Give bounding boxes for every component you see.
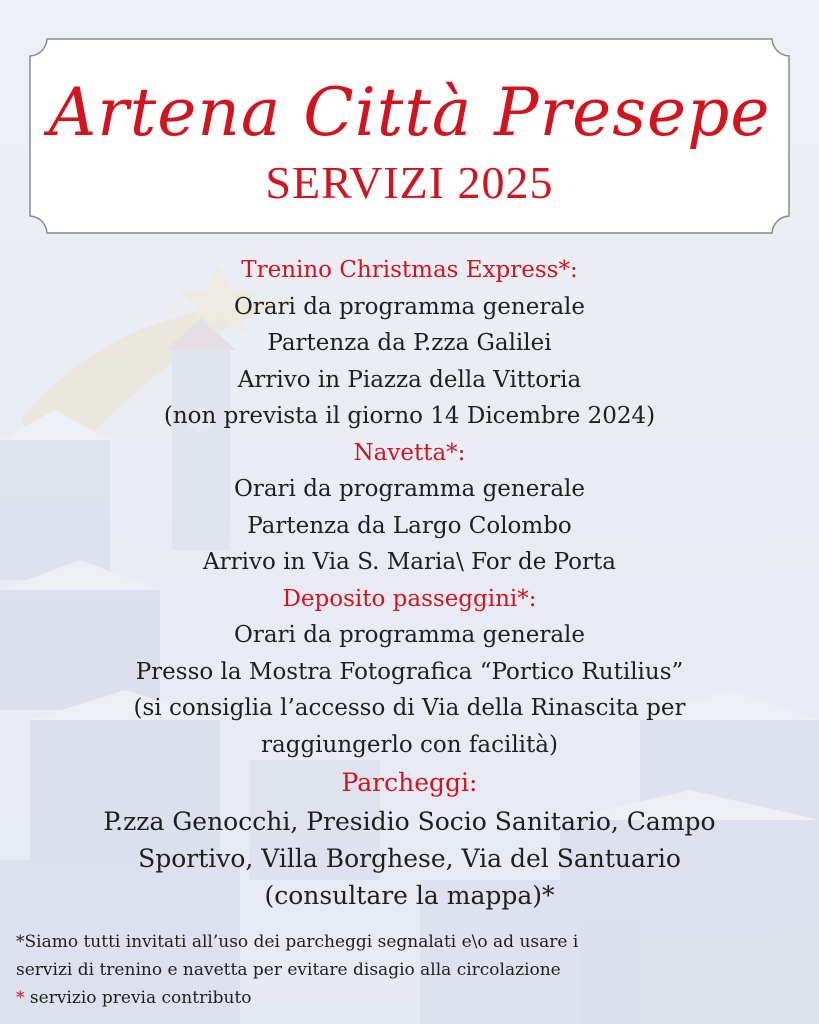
section-line: Partenza da Largo Colombo — [247, 512, 572, 539]
title-box — [29, 38, 790, 234]
section-line: Presso la Mostra Fotografica “Portico Rutilius” — [135, 658, 684, 685]
script-title: Artena Città Presepe — [48, 74, 771, 151]
section-heading: Navetta*: — [353, 439, 466, 466]
section-line: Arrivo in Piazza della Vittoria — [237, 366, 582, 393]
section-line: Arrivo in Via S. Maria\ For de Porta — [203, 549, 616, 575]
section-line: raggiungerlo con facilità) — [261, 731, 558, 758]
section-trenino — [40, 252, 779, 435]
footnote-contribution — [16, 984, 806, 1012]
section-line: P.zza Genocchi, Presidio Socio Sanitario, Campo — [103, 807, 716, 836]
section-line: (si consiglia l’accesso di Via della Rinascita per — [133, 695, 686, 721]
section-navetta — [40, 435, 779, 581]
section-deposito — [40, 581, 779, 764]
footnotes — [16, 928, 806, 1012]
footnote-text: servizio previa contributo — [24, 988, 252, 1008]
section-line: Partenza da P.zza Galilei — [267, 330, 552, 356]
footnote-line: servizi di trenino e navetta per evitare disagio alla circolazione — [16, 960, 561, 980]
section-line: Orari da programma generale — [233, 622, 586, 648]
section-heading: Parcheggi: — [341, 768, 478, 797]
section-line: Orari da programma generale — [233, 476, 586, 502]
section-line: (consultare la mappa)* — [264, 881, 555, 910]
section-line: Orari da programma generale — [233, 293, 586, 320]
section-line: Sportivo, Villa Borghese, Via del Santuario — [138, 844, 681, 873]
section-parcheggi — [40, 763, 779, 914]
section-line: (non prevista il giorno 14 Dicembre 2024) — [163, 403, 656, 429]
footnote-line: *Siamo tutti invitati all’uso dei parcheggi segnalati e\o ad usare i — [16, 932, 579, 952]
section-heading: Trenino Christmas Express*: — [241, 257, 578, 283]
services-list — [40, 252, 779, 914]
section-heading: Deposito passeggini*: — [282, 585, 537, 612]
year-title: SERVIZI 2025 — [265, 157, 554, 208]
asterisk-mark: * — [16, 988, 25, 1008]
